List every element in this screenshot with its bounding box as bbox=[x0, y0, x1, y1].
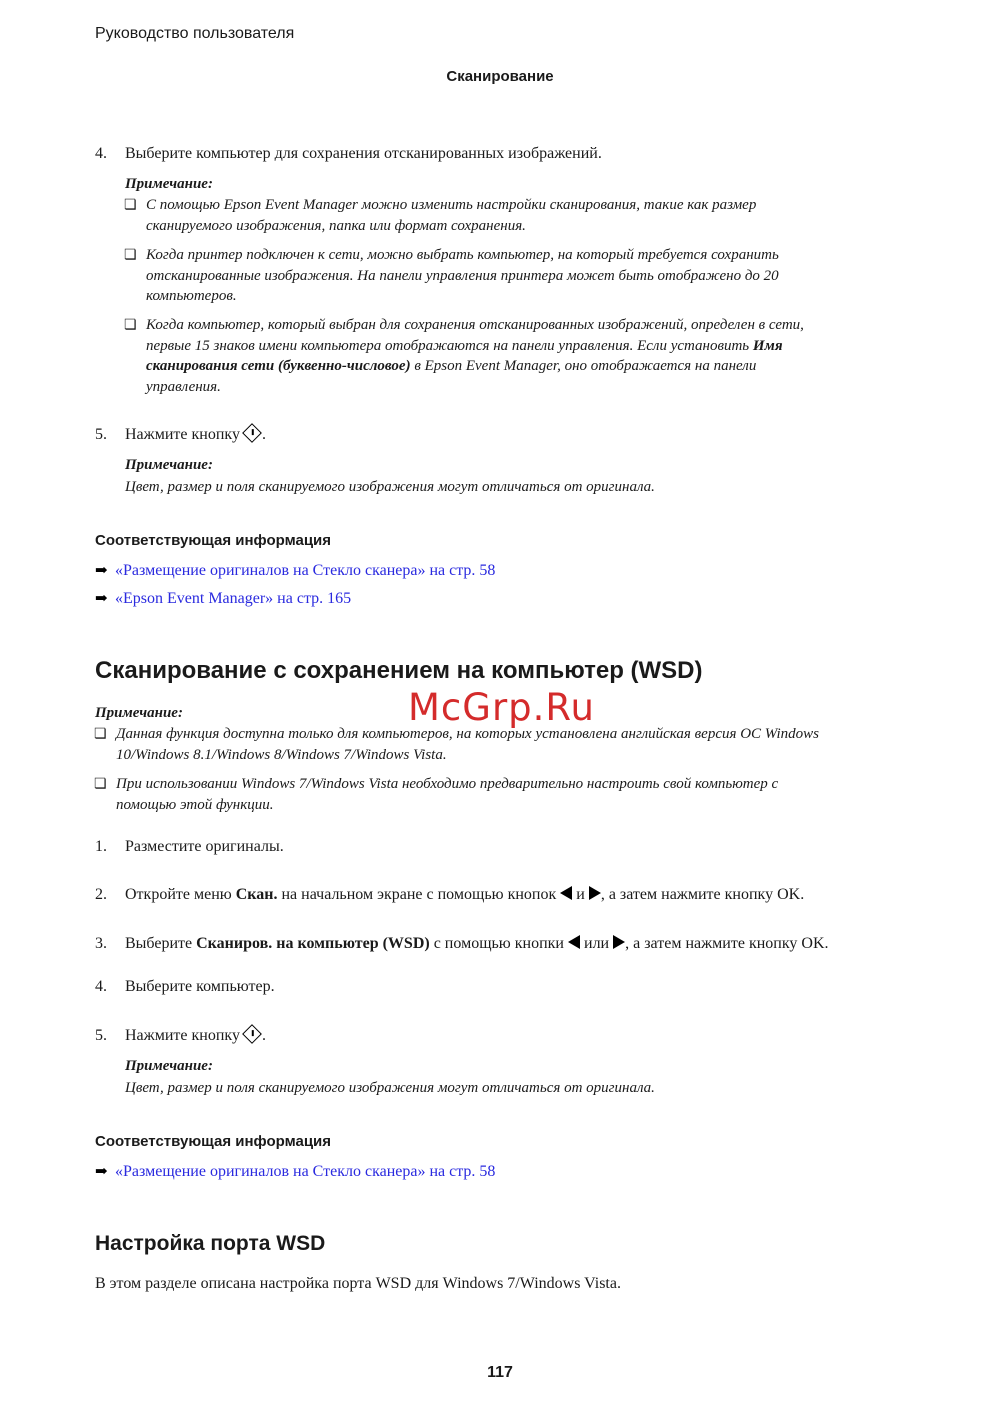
link-scanner-glass[interactable]: «Размещение оригиналов на Стекло сканера» на стр. 58 bbox=[115, 562, 496, 579]
note-title: Примечание: bbox=[125, 176, 213, 192]
related-link[interactable] bbox=[95, 589, 351, 609]
checkbox-bullet-icon: ❏ bbox=[94, 727, 107, 742]
left-arrow-button-icon bbox=[560, 886, 572, 900]
start-diamond-icon bbox=[242, 1024, 262, 1044]
arrow-right-icon: ➡ bbox=[95, 591, 108, 607]
step-number: 4. bbox=[95, 145, 107, 162]
related-info-heading: Соответствующая информация bbox=[95, 532, 332, 549]
arrow-right-icon: ➡ bbox=[95, 563, 108, 579]
checkbox-bullet-icon: ❏ bbox=[124, 248, 137, 263]
checkbox-bullet-icon: ❏ bbox=[94, 777, 107, 792]
wsd-step-4: 4. Выберите компьютер. bbox=[95, 978, 275, 995]
note-bullet: ❏ При использовании Windows 7/Windows Vista необходимо предварительно настроить свой компьютер с помощью этой функции. bbox=[94, 776, 779, 813]
note-title: Примечание: bbox=[125, 1058, 213, 1074]
start-diamond-icon bbox=[242, 423, 262, 443]
right-arrow-button-icon bbox=[589, 886, 601, 900]
step-text: Выберите компьютер для сохранения отсканированных изображений. bbox=[125, 145, 602, 162]
step-4 bbox=[95, 144, 602, 164]
wsd-step-2: 2. Откройте меню Скан. на начальном экране с помощью кнопок и , а затем нажмите кнопку OK. bbox=[95, 886, 805, 903]
related-link[interactable] bbox=[95, 1162, 495, 1182]
note-bullet: ❏ С помощью Epson Event Manager можно изменить настройки сканирования, такие как размер сканируемого изображения, папка или формат сохранения. bbox=[124, 197, 757, 234]
note-text: Цвет, размер и поля сканируемого изображения могут отличаться от оригинала. bbox=[125, 479, 655, 495]
running-title: Руководство пользователя bbox=[95, 25, 295, 42]
wsd-step-5: 5. Нажмите кнопку . bbox=[95, 1026, 266, 1046]
watermark: McGrp.Ru bbox=[408, 686, 595, 729]
wsd-step-3: 3. Выберите Сканиров. на компьютер (WSD) с помощью кнопки или , а затем нажмите кнопку OK. bbox=[95, 935, 829, 952]
left-arrow-button-icon bbox=[568, 935, 580, 949]
note-bullet: ❏ Когда принтер подключен к сети, можно выбрать компьютер, на который требуется сохранить отсканированные изображения. На панели управления принтера может быть отображено до 20 компьютеров. bbox=[124, 247, 779, 304]
note-title: Примечание: bbox=[95, 705, 183, 721]
checkbox-bullet-icon: ❏ bbox=[124, 318, 137, 333]
checkbox-bullet-icon: ❏ bbox=[124, 198, 137, 213]
related-link[interactable] bbox=[95, 561, 495, 581]
chapter-heading: Сканирование bbox=[446, 68, 554, 85]
right-arrow-button-icon bbox=[613, 935, 625, 949]
link-scanner-glass[interactable]: «Размещение оригиналов на Стекло сканера» на стр. 58 bbox=[115, 1163, 496, 1180]
note-text: Цвет, размер и поля сканируемого изображения могут отличаться от оригинала. bbox=[125, 1080, 655, 1096]
section-title-wsd: Сканирование с сохранением на компьютер (WSD) bbox=[95, 657, 703, 684]
step-5: 5. Нажмите кнопку . bbox=[95, 425, 266, 445]
step-number: 5. bbox=[95, 426, 107, 443]
section-paragraph: В этом разделе описана настройка порта WSD для Windows 7/Windows Vista. bbox=[95, 1275, 621, 1292]
note-bullet: ❏ Когда компьютер, который выбран для сохранения отсканированных изображений, определен в сети, первые 15 знаков имени компьютера отображаются на панели управления. Если установить Имя сканирования сети (буквенно-числовое) в Epson Event Manager, оно отображается на панели управления. bbox=[124, 317, 804, 395]
wsd-step-1: 1. Разместите оригиналы. bbox=[95, 838, 284, 855]
arrow-right-icon: ➡ bbox=[95, 1164, 108, 1180]
note-title: Примечание: bbox=[125, 457, 213, 473]
note-bullet: ❏ Данная функция доступна только для компьютеров, на которых установлена английская версия ОС Windows 10/Windows 8.1/Windows 8/Windows 7/Windows Vista. bbox=[94, 726, 819, 763]
related-info-heading: Соответствующая информация bbox=[95, 1133, 332, 1150]
section-title-wsd-port: Настройка порта WSD bbox=[95, 1232, 326, 1255]
link-epson-event-manager[interactable]: «Epson Event Manager» на стр. 165 bbox=[115, 590, 352, 607]
page-number: 117 bbox=[487, 1364, 513, 1381]
